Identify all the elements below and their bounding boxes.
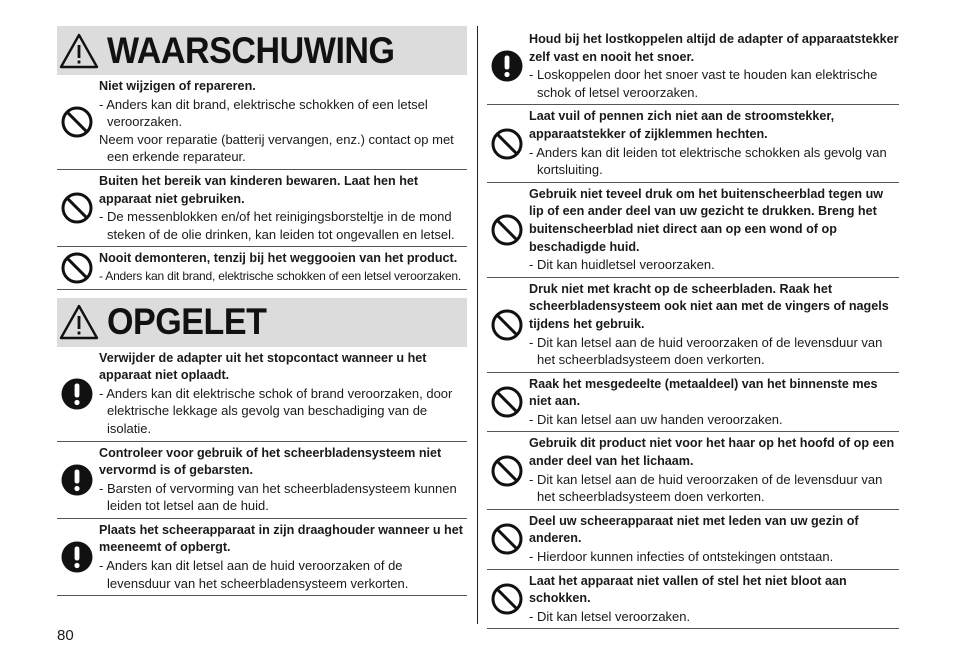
item-note: - De messenblokken en/of het reinigingsborsteltje in de mond steken of de olie drinken, kan leiden tot ongevallen en letsel. <box>99 209 455 242</box>
item-heading: Nooit demonteren, tenzij bij het weggooien van het product. <box>99 251 458 266</box>
item-heading: Buiten het bereik van kinderen bewaren. Laat hen het apparaat niet gebruiken. <box>99 173 419 206</box>
caution-item <box>57 519 467 596</box>
item-note: Neem voor reparatie (batterij vervangen, enz.) contact op met een erkende reparateur. <box>99 131 454 165</box>
caution-title: OPGELET <box>107 301 267 343</box>
item-note: - Anders kan dit elektrische schok of brand veroorzaken, door elektrische lekkage als gevolg van beschadiging van de isolatie. <box>99 385 453 436</box>
prohibition-icon <box>487 513 527 566</box>
warning-item <box>57 247 467 289</box>
item-heading: Deel uw scheerapparaat niet met leden van uw gezin of anderen. <box>529 513 859 546</box>
prohibition-icon <box>57 250 97 285</box>
right-item-text <box>527 513 899 566</box>
item-note: - Hierdoor kunnen infecties of ontstekingen ontstaan. <box>529 549 834 565</box>
caution-item-text <box>97 522 467 592</box>
mandatory-icon <box>57 350 97 438</box>
warning-item-text <box>97 78 467 166</box>
item-note: - Anders kan dit brand, elektrische schokken of een letsel veroorzaken. <box>99 96 428 130</box>
right-item <box>487 28 899 105</box>
caution-item-text <box>97 445 467 515</box>
right-item <box>487 183 899 278</box>
caution-item-text <box>97 350 467 438</box>
right-item-text <box>527 31 899 101</box>
item-note: - Anders kan dit letsel aan de huid veroorzaken of de levensduur van het scheerbladensysteem verkorten. <box>99 558 409 591</box>
caution-triangle-icon <box>59 304 99 340</box>
warning-banner <box>57 26 467 75</box>
item-heading: Verwijder de adapter uit het stopcontact wanneer u het apparaat niet oplaadt. <box>99 350 427 383</box>
item-heading: Gebruik niet teveel druk om het buitenscheerblad tegen uw lip of een ander deel van uw gezicht te drukken. Breng het buitenscheerblad niet direct aan op een wond of op beschadigde huid. <box>529 186 884 254</box>
right-item-text <box>527 108 899 178</box>
right-item <box>487 570 899 630</box>
right-list <box>487 28 899 629</box>
caution-banner <box>57 298 467 347</box>
right-item <box>487 105 899 182</box>
item-heading: Raak het mesgedeelte (metaaldeel) van het binnenste mes niet aan. <box>529 376 878 409</box>
item-note: - Anders kan dit brand, elektrische schokken of een letsel veroorzaken. <box>99 268 462 283</box>
warning-title: WAARSCHUWING <box>107 29 395 71</box>
warning-list <box>57 75 467 290</box>
warning-triangle-icon <box>59 33 99 69</box>
mandatory-icon <box>57 522 97 592</box>
right-item-text <box>527 435 899 505</box>
right-item <box>487 432 899 509</box>
item-note: - Barsten of vervorming van het scheerbladensysteem kunnen leiden tot letsel aan de huid. <box>99 480 457 514</box>
item-heading: Druk niet met kracht op de scheerbladen. Raak het scheerbladensysteem ook niet aan met de vingers of nagels tijdens het gebruik. <box>529 281 889 331</box>
item-note: - Loskoppelen door het snoer vast te houden kan elektrische schok of letsel veroorzaken. <box>529 67 878 100</box>
mandatory-icon <box>57 445 97 515</box>
caution-list <box>57 347 467 597</box>
page-number: 80 <box>57 627 74 644</box>
item-note: - Dit kan huidletsel veroorzaken. <box>529 257 715 273</box>
caution-item <box>57 442 467 519</box>
prohibition-icon <box>487 573 527 626</box>
prohibition-icon <box>57 78 97 166</box>
right-item-text <box>527 281 899 369</box>
item-heading: Laat het apparaat niet vallen of stel het niet bloot aan schokken. <box>529 573 847 606</box>
warning-item <box>57 75 467 170</box>
caution-item <box>57 347 467 442</box>
item-heading: Niet wijzigen of repareren. <box>99 79 256 93</box>
prohibition-icon <box>487 376 527 429</box>
warning-item-text <box>97 173 467 243</box>
prohibition-icon <box>487 186 527 274</box>
item-note: - Dit kan letsel aan de huid veroorzaken of de levensduur van het scheerbladsysteem doen verkorten. <box>529 334 883 368</box>
right-item <box>487 373 899 433</box>
right-item-text <box>527 573 899 626</box>
item-note: - Anders kan dit leiden tot elektrische schokken als gevolg van kortsluiting. <box>529 144 887 178</box>
item-heading: Plaats het scheerapparaat in zijn draaghouder wanneer u het meeneemt of opbergt. <box>99 522 463 555</box>
left-column <box>57 26 467 596</box>
column-divider <box>477 26 478 624</box>
right-column <box>487 28 899 629</box>
item-heading: Gebruik dit product niet voor het haar op het hoofd of op een ander deel van het lichaam. <box>529 436 895 469</box>
warning-item <box>57 170 467 247</box>
item-heading: Laat vuil of pennen zich niet aan de stroomstekker, apparaatstekker of zijklemmen hechten. <box>529 109 835 141</box>
item-note: - Dit kan letsel veroorzaken. <box>529 608 691 624</box>
warning-item-text <box>97 250 467 285</box>
right-item-text <box>527 376 899 429</box>
prohibition-icon <box>487 435 527 505</box>
mandatory-icon <box>487 31 527 101</box>
right-item <box>487 278 899 373</box>
right-item-text <box>527 186 899 274</box>
item-note: - Dit kan letsel aan de huid veroorzaken of de levensduur van het scheerbladsysteem doen verkorten. <box>529 471 883 505</box>
item-heading: Controleer voor gebruik of het scheerbladensysteem niet vervormd is of gebarsten. <box>99 445 442 478</box>
prohibition-icon <box>487 281 527 369</box>
item-heading: Houd bij het lostkoppelen altijd de adapter of apparaatstekker zelf vast en nooit het snoer. <box>529 32 899 64</box>
prohibition-icon <box>57 173 97 243</box>
prohibition-icon <box>487 108 527 178</box>
item-note: - Dit kan letsel aan uw handen veroorzaken. <box>529 411 783 427</box>
right-item <box>487 510 899 570</box>
